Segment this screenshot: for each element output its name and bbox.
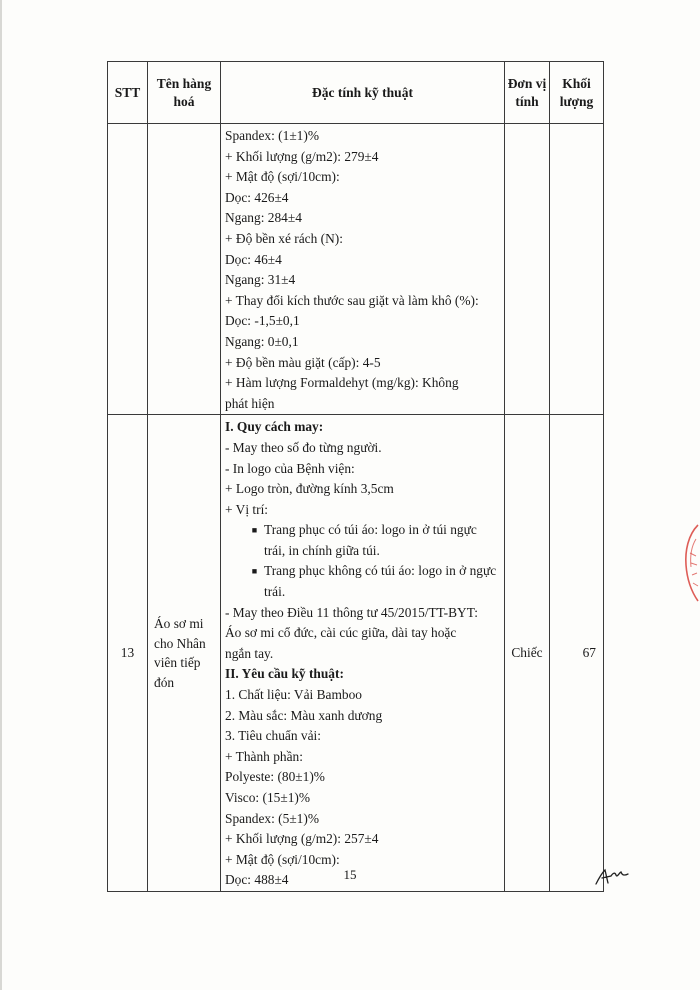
spec-line: + Độ bền màu giặt (cấp): 4-5 bbox=[225, 354, 381, 370]
row2-spec bbox=[221, 415, 505, 892]
spec-line: - In logo của Bệnh viện: bbox=[225, 460, 355, 476]
row1-name bbox=[148, 124, 221, 415]
table-row bbox=[108, 415, 604, 892]
page-number: 15 bbox=[343, 867, 357, 882]
bullet-item bbox=[225, 561, 504, 602]
bullet-square-icon: ■ bbox=[251, 525, 258, 536]
spec-line: + Thành phần: bbox=[225, 748, 303, 764]
spec-line: Ngang: 284±4 bbox=[225, 210, 302, 226]
stamp-fragment-icon bbox=[682, 523, 700, 603]
spec-line: Ngang: 31±4 bbox=[225, 272, 296, 288]
header-row bbox=[108, 62, 604, 124]
spec-line: + Khối lượng (g/m2): 257±4 bbox=[225, 831, 379, 847]
bullet-text: Trang phục có túi áo: logo in ở túi ngực trái, in chính giữa túi. bbox=[264, 522, 477, 558]
spec-line: + Mật độ (sợi/10cm): bbox=[225, 169, 340, 185]
spec-line: + Hàm lượng Formaldehyt (mg/kg): Không bbox=[225, 375, 459, 391]
spec-line: 1. Chất liệu: Vải Bamboo bbox=[225, 687, 362, 703]
row1-spec bbox=[221, 124, 505, 415]
table-row bbox=[108, 124, 604, 415]
spec-line: Áo sơ mi cổ đức, cài cúc giữa, dài tay hoặc bbox=[225, 625, 457, 641]
bullet-item bbox=[225, 520, 504, 561]
spec-line: Ngang: 0±0,1 bbox=[225, 333, 299, 349]
spec-line: 2. Màu sắc: Màu xanh dương bbox=[225, 707, 383, 723]
spec-line: ngắn tay. bbox=[225, 645, 274, 661]
spec-line: - May theo số đo từng người. bbox=[225, 439, 382, 455]
row2-unit: Chiếc bbox=[505, 415, 550, 892]
row2-stt: 13 bbox=[108, 415, 148, 892]
header-qty: Khối lượng bbox=[550, 62, 604, 124]
header-name: Tên hàng hoá bbox=[148, 62, 221, 124]
spec-line: + Vị trí: bbox=[225, 501, 269, 517]
signature-icon bbox=[594, 864, 630, 890]
spec-line: + Thay đổi kích thước sau giặt và làm khô (%): bbox=[225, 292, 479, 308]
spec-line: + Khối lượng (g/m2): 279±4 bbox=[225, 148, 379, 164]
bullet-text: Trang phục không có túi áo: logo in ở ngực trái. bbox=[264, 563, 497, 600]
row1-qty bbox=[550, 124, 604, 415]
row2-qty: 67 bbox=[550, 415, 604, 892]
spec-line: phát hiện bbox=[225, 395, 275, 411]
spec-line: + Logo tròn, đường kính 3,5cm bbox=[225, 481, 394, 497]
spec-line: Visco: (15±1)% bbox=[225, 790, 311, 805]
spec-line: Dọc: 488±4 bbox=[225, 872, 289, 888]
spec-table bbox=[107, 61, 604, 892]
section-heading: II. Yêu cầu kỹ thuật: bbox=[225, 666, 344, 682]
section-heading: I. Quy cách may: bbox=[225, 419, 324, 435]
spec-line: + Mật độ (sợi/10cm): bbox=[225, 851, 340, 867]
spec-line: Dọc: -1,5±0,1 bbox=[225, 313, 300, 329]
spec-line: Dọc: 46±4 bbox=[225, 251, 282, 267]
row2-name: Áo sơ mi cho Nhân viên tiếp đón bbox=[148, 415, 221, 892]
row1-stt bbox=[108, 124, 148, 415]
header-unit: Đơn vị tính bbox=[505, 62, 550, 124]
spec-line: Dọc: 426±4 bbox=[225, 189, 289, 205]
header-spec: Đặc tính kỹ thuật bbox=[221, 62, 505, 124]
spec-line: Polyeste: (80±1)% bbox=[225, 769, 325, 785]
spec-line: 3. Tiêu chuẩn vải: bbox=[225, 728, 321, 744]
bullet-square-icon: ■ bbox=[251, 566, 258, 577]
header-stt: STT bbox=[108, 62, 148, 124]
spec-line: - May theo Điều 11 thông tư 45/2015/TT-BYT: bbox=[225, 604, 478, 620]
scan-edge bbox=[0, 0, 2, 990]
spec-line: Spandex: (1±1)% bbox=[225, 128, 319, 143]
row1-unit bbox=[505, 124, 550, 415]
spec-line: Spandex: (5±1)% bbox=[225, 810, 319, 826]
spec-line: + Độ bền xé rách (N): bbox=[225, 230, 343, 246]
